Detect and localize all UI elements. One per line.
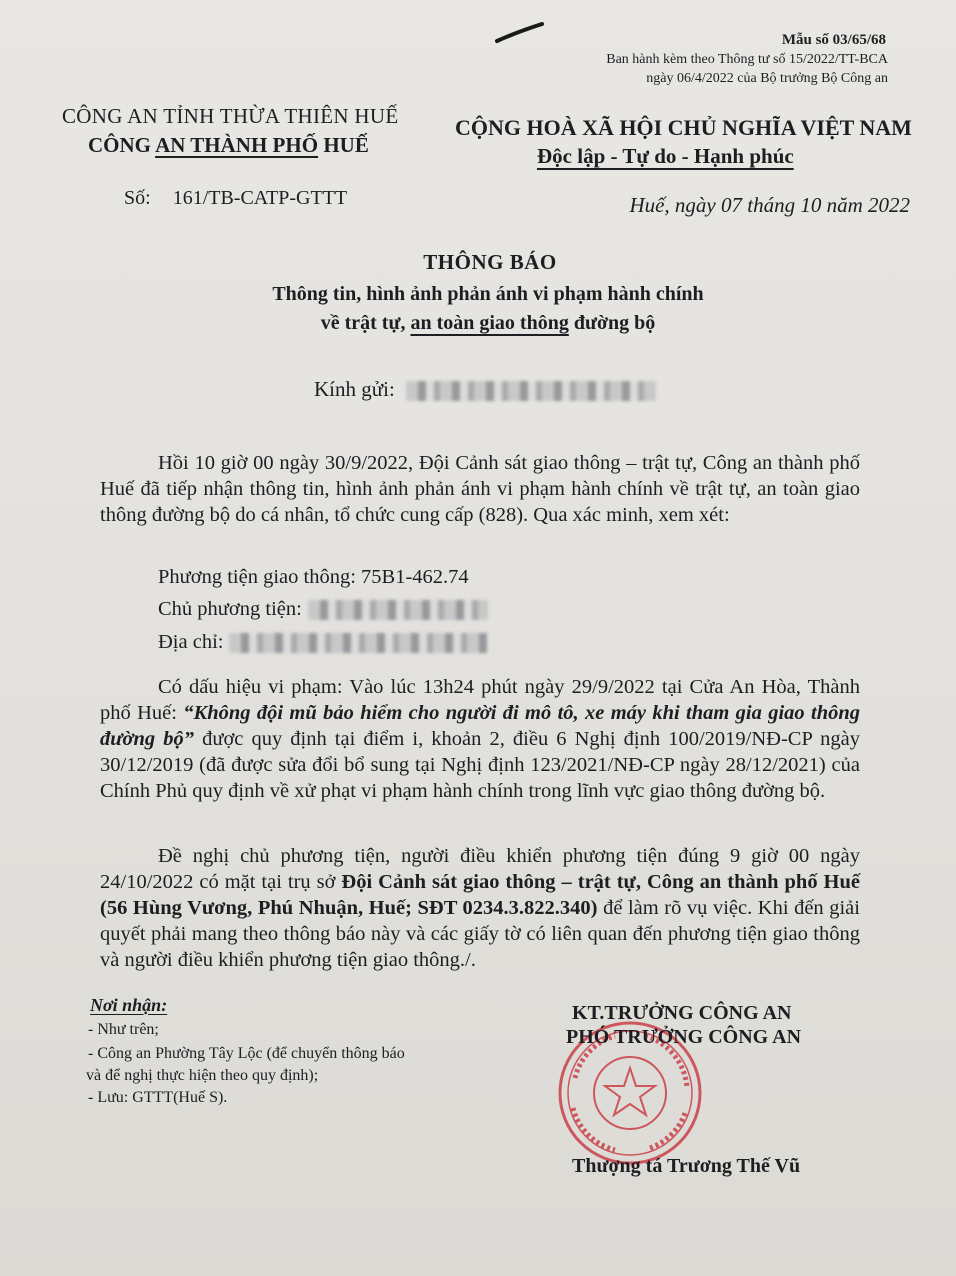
owner-label: Chủ phương tiện: bbox=[158, 598, 302, 620]
document-subtitle-line2 bbox=[0, 312, 956, 335]
agency-name-post: HUẾ bbox=[318, 133, 369, 157]
country-name: CỘNG HOÀ XÃ HỘI CHỦ NGHĨA VIỆT NAM bbox=[455, 115, 912, 140]
violation-description: “Không đội mũ bảo hiểm cho người đi mô tô, xe máy khi tham gia giao thông đường bộ” bbox=[100, 702, 860, 750]
document-title: THÔNG BÁO bbox=[423, 250, 557, 274]
recipient-item: - Công an Phường Tây Lộc (để chuyển thông báo bbox=[88, 1045, 405, 1062]
recipient-line bbox=[314, 377, 656, 402]
violation-intro: Có dấu hiệu vi phạm: Vào lúc 13h24 phút ngày 29/9/2022 tại Cửa An Hòa, Thành phố Huế: bbox=[100, 676, 860, 724]
document-number-value: 161/TB-CATP-GTTT bbox=[172, 187, 348, 209]
recipient-item: và để nghị thực hiện theo quy định); bbox=[86, 1067, 319, 1084]
subtitle-line2-post: đường bộ bbox=[568, 312, 656, 334]
recipient-item: - Như trên; bbox=[88, 1021, 159, 1038]
subtitle-line2-pre: về trật tự, bbox=[320, 312, 411, 334]
place-date: Huế, ngày 07 tháng 10 năm 2022 bbox=[629, 193, 910, 217]
recipients-title: Nơi nhận: bbox=[90, 995, 168, 1015]
vehicle-line: Phương tiện giao thông: 75B1-462.74 bbox=[158, 566, 469, 588]
recipient-item: - Lưu: GTTT(Huế S). bbox=[88, 1089, 228, 1106]
signer-name: Thượng tá Trương Thế Vũ bbox=[572, 1155, 801, 1177]
request-instructions: để làm rõ vụ việc. Khi đến giải quyết phải mang theo thông báo này và các giấy tờ có liên quan đến phương tiện giao thông và người điều khiển phương tiện giao thông./. bbox=[100, 897, 860, 971]
signer-title-line2: PHÓ TRƯỞNG CÔNG AN bbox=[566, 1026, 802, 1048]
paragraph-violation bbox=[100, 674, 860, 804]
violation-legal-basis: được quy định tại điểm i, khoản 2, điều 6 Nghị định 100/2019/NĐ-CP ngày 30/12/2019 (đã được sửa đổi bổ sung tại Nghị định 123/2021/NĐ-CP ngày 28/12/2021) của Chính Phủ quy định về xử phạt vi phạm hành chính trong lĩnh vực giao thông đường bộ. bbox=[100, 728, 861, 802]
redacted-address bbox=[229, 633, 487, 653]
form-issued-with: Ban hành kèm theo Thông tư số 15/2022/TT-BCA bbox=[606, 52, 888, 67]
subtitle-line2-underlined: an toàn giao thông bbox=[410, 312, 569, 334]
form-issued-date: ngày 06/4/2022 của Bộ trưởng Bộ Công an bbox=[646, 71, 888, 86]
signer-title-line1: KT.TRƯỞNG CÔNG AN bbox=[572, 1002, 792, 1024]
agency-name-underlined: AN THÀNH PHỐ bbox=[155, 133, 319, 157]
recipient-label: Kính gửi: bbox=[314, 377, 395, 401]
redacted-owner-name bbox=[308, 600, 488, 620]
national-motto: Độc lập - Tự do - Hạnh phúc bbox=[537, 144, 794, 168]
address-label: Địa chỉ: bbox=[158, 631, 224, 653]
request-location: Đội Cảnh sát giao thông – trật tự, Công an thành phố Huế (56 Hùng Vương, Phú Nhuận, Huế; SĐT 0234.3.822.340) bbox=[100, 871, 860, 919]
document-subtitle-line1: Thông tin, hình ảnh phản ánh vi phạm hành chính bbox=[272, 283, 704, 305]
form-number: Mẫu số 03/65/68 bbox=[781, 32, 886, 48]
parent-agency: CÔNG AN TỈNH THỪA THIÊN HUẾ bbox=[62, 104, 399, 128]
agency-name-pre: CÔNG bbox=[88, 133, 156, 157]
document-number bbox=[124, 187, 347, 210]
address-line bbox=[158, 631, 487, 654]
paragraph-request bbox=[100, 843, 860, 973]
request-intro: Đề nghị chủ phương tiện, người điều khiển phương tiện đúng 9 giờ 00 ngày 24/10/2022 có mặt tại trụ sở bbox=[100, 845, 860, 893]
document-number-label: Số: bbox=[124, 187, 151, 209]
pen-stroke-mark bbox=[495, 22, 545, 44]
owner-line bbox=[158, 598, 488, 621]
issuing-agency bbox=[88, 133, 369, 158]
paragraph-intro: Hồi 10 giờ 00 ngày 30/9/2022, Đội Cảnh sát giao thông – trật tự, Công an thành phố Huế đã tiếp nhận thông tin, hình ảnh phản ánh vi phạm hành chính về trật tự, an toàn giao thông đường bộ do cá nhân, tổ chức cung cấp (828). Qua xác minh, xem xét: bbox=[100, 452, 860, 526]
redacted-recipient-name bbox=[406, 381, 656, 401]
